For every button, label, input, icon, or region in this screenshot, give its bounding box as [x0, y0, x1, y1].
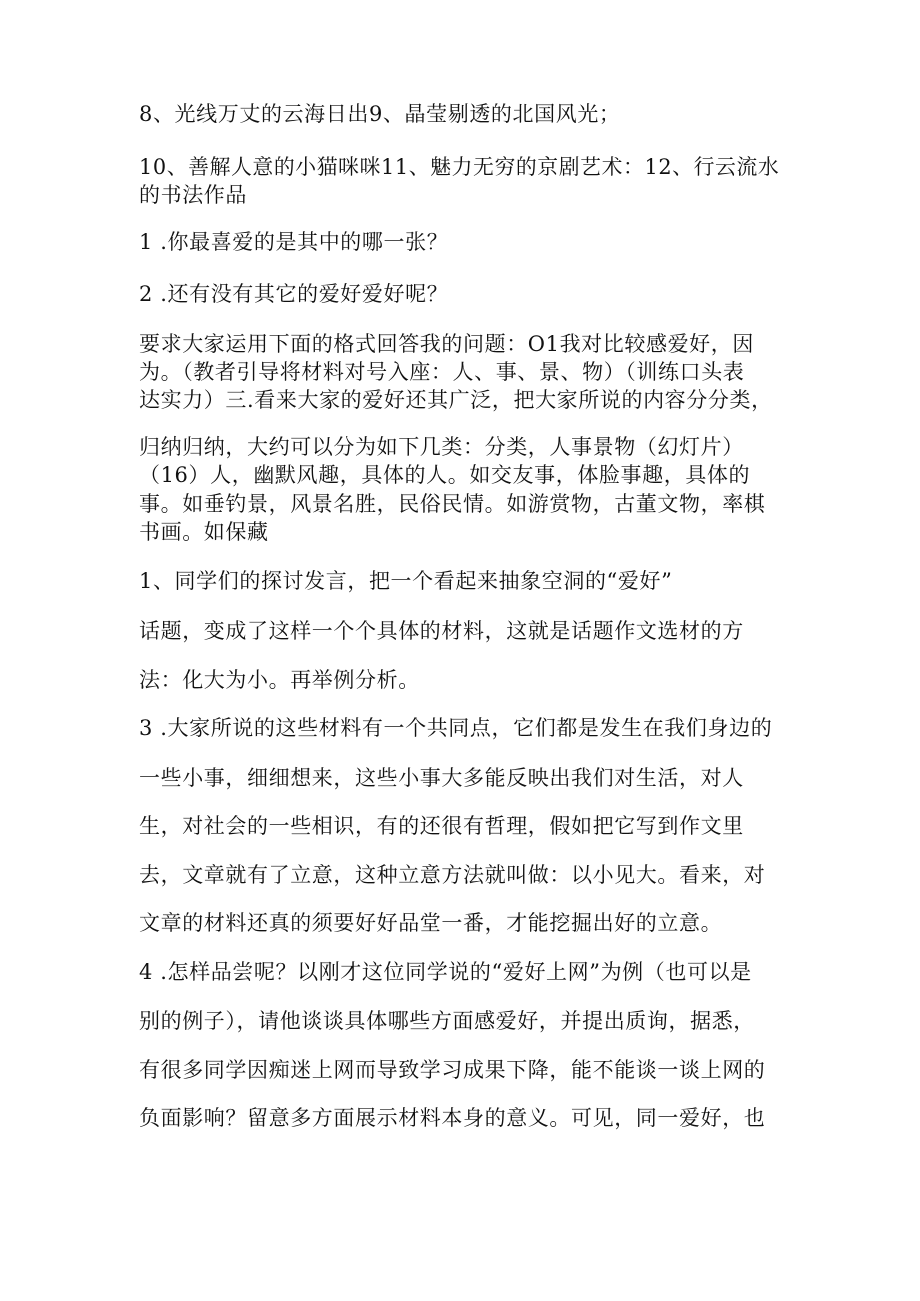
text-line: 4 .怎样品尝呢？以刚才这位同学说的“爱好上网”为例（也可以是: [139, 960, 752, 984]
text-line: 为。（教者引导将材料对号入座：人、事、景、物）（训练口头表: [139, 360, 745, 384]
text-line: 3 .大家所说的这些材料有一个共同点，它们都是发生在我们身边的: [139, 716, 773, 740]
text-line: 1 .你最喜爱的是其中的哪一张？: [139, 230, 449, 254]
text-line: 话题，变成了这样一个个具体的材料，这就是话题作文选材的方: [139, 619, 744, 643]
text-line: 有很多同学因痴迷上网而导致学习成果下降，能不能谈一谈上网的: [139, 1058, 766, 1082]
text-line: 一些小事，细细想来，这些小事大多能反映出我们对生活，对人: [139, 766, 744, 790]
text-line: （16）人，幽默风趣，具体的人。如交友事，体脸事趣，具体的: [139, 463, 751, 487]
text-line: 文章的材料还真的须要好好品堂一番，才能挖掘出好的立意。: [139, 911, 723, 935]
text-line: 事。如垂钓景，风景名胜，民俗民情。如游赏物，古董文物，率棋: [139, 492, 766, 516]
text-line: 去，文章就有了立意，这种立意方法就叫做：以小见大。看来，对: [139, 863, 766, 887]
text-line: 2 .还有没有其它的爱好爱好呢？: [139, 282, 449, 306]
text-line: 法：化大为小。再举例分析。: [139, 668, 420, 692]
text-line: 1、同学们的探讨发言，把一个看起来抽象空洞的“爱好”: [139, 569, 673, 593]
text-line: 要求大家运用下面的格式回答我的问题：O1我对比较感爱好，因: [139, 332, 754, 356]
text-line: 达实力）三.看来大家的爱好还其广泛，把大家所说的内容分分类，: [139, 388, 773, 412]
text-line: 10、善解人意的小猫咪咪11、魅力无穷的京剧艺术：12、行云流水: [139, 155, 780, 179]
text-line: 负面影响？留意多方面展示材料本身的意义。可见，同一爱好，也: [139, 1106, 766, 1130]
text-line: 书画。如保藏: [139, 520, 269, 544]
text-line: 别的例子），请他谈谈具体哪些方面感爱好，并提出质询，据悉，: [139, 1009, 755, 1033]
text-line: 归纳归纳，大约可以分为如下几类：分类，人事景物（幻灯片）: [139, 435, 744, 459]
text-line: 8、光线万丈的云海日出9、晶莹剔透的北国风光；: [139, 102, 621, 126]
text-line: 的书法作品: [139, 183, 247, 207]
text-line: 生，对社会的一些相识，有的还很有哲理，假如把它写到作文里: [139, 814, 744, 838]
